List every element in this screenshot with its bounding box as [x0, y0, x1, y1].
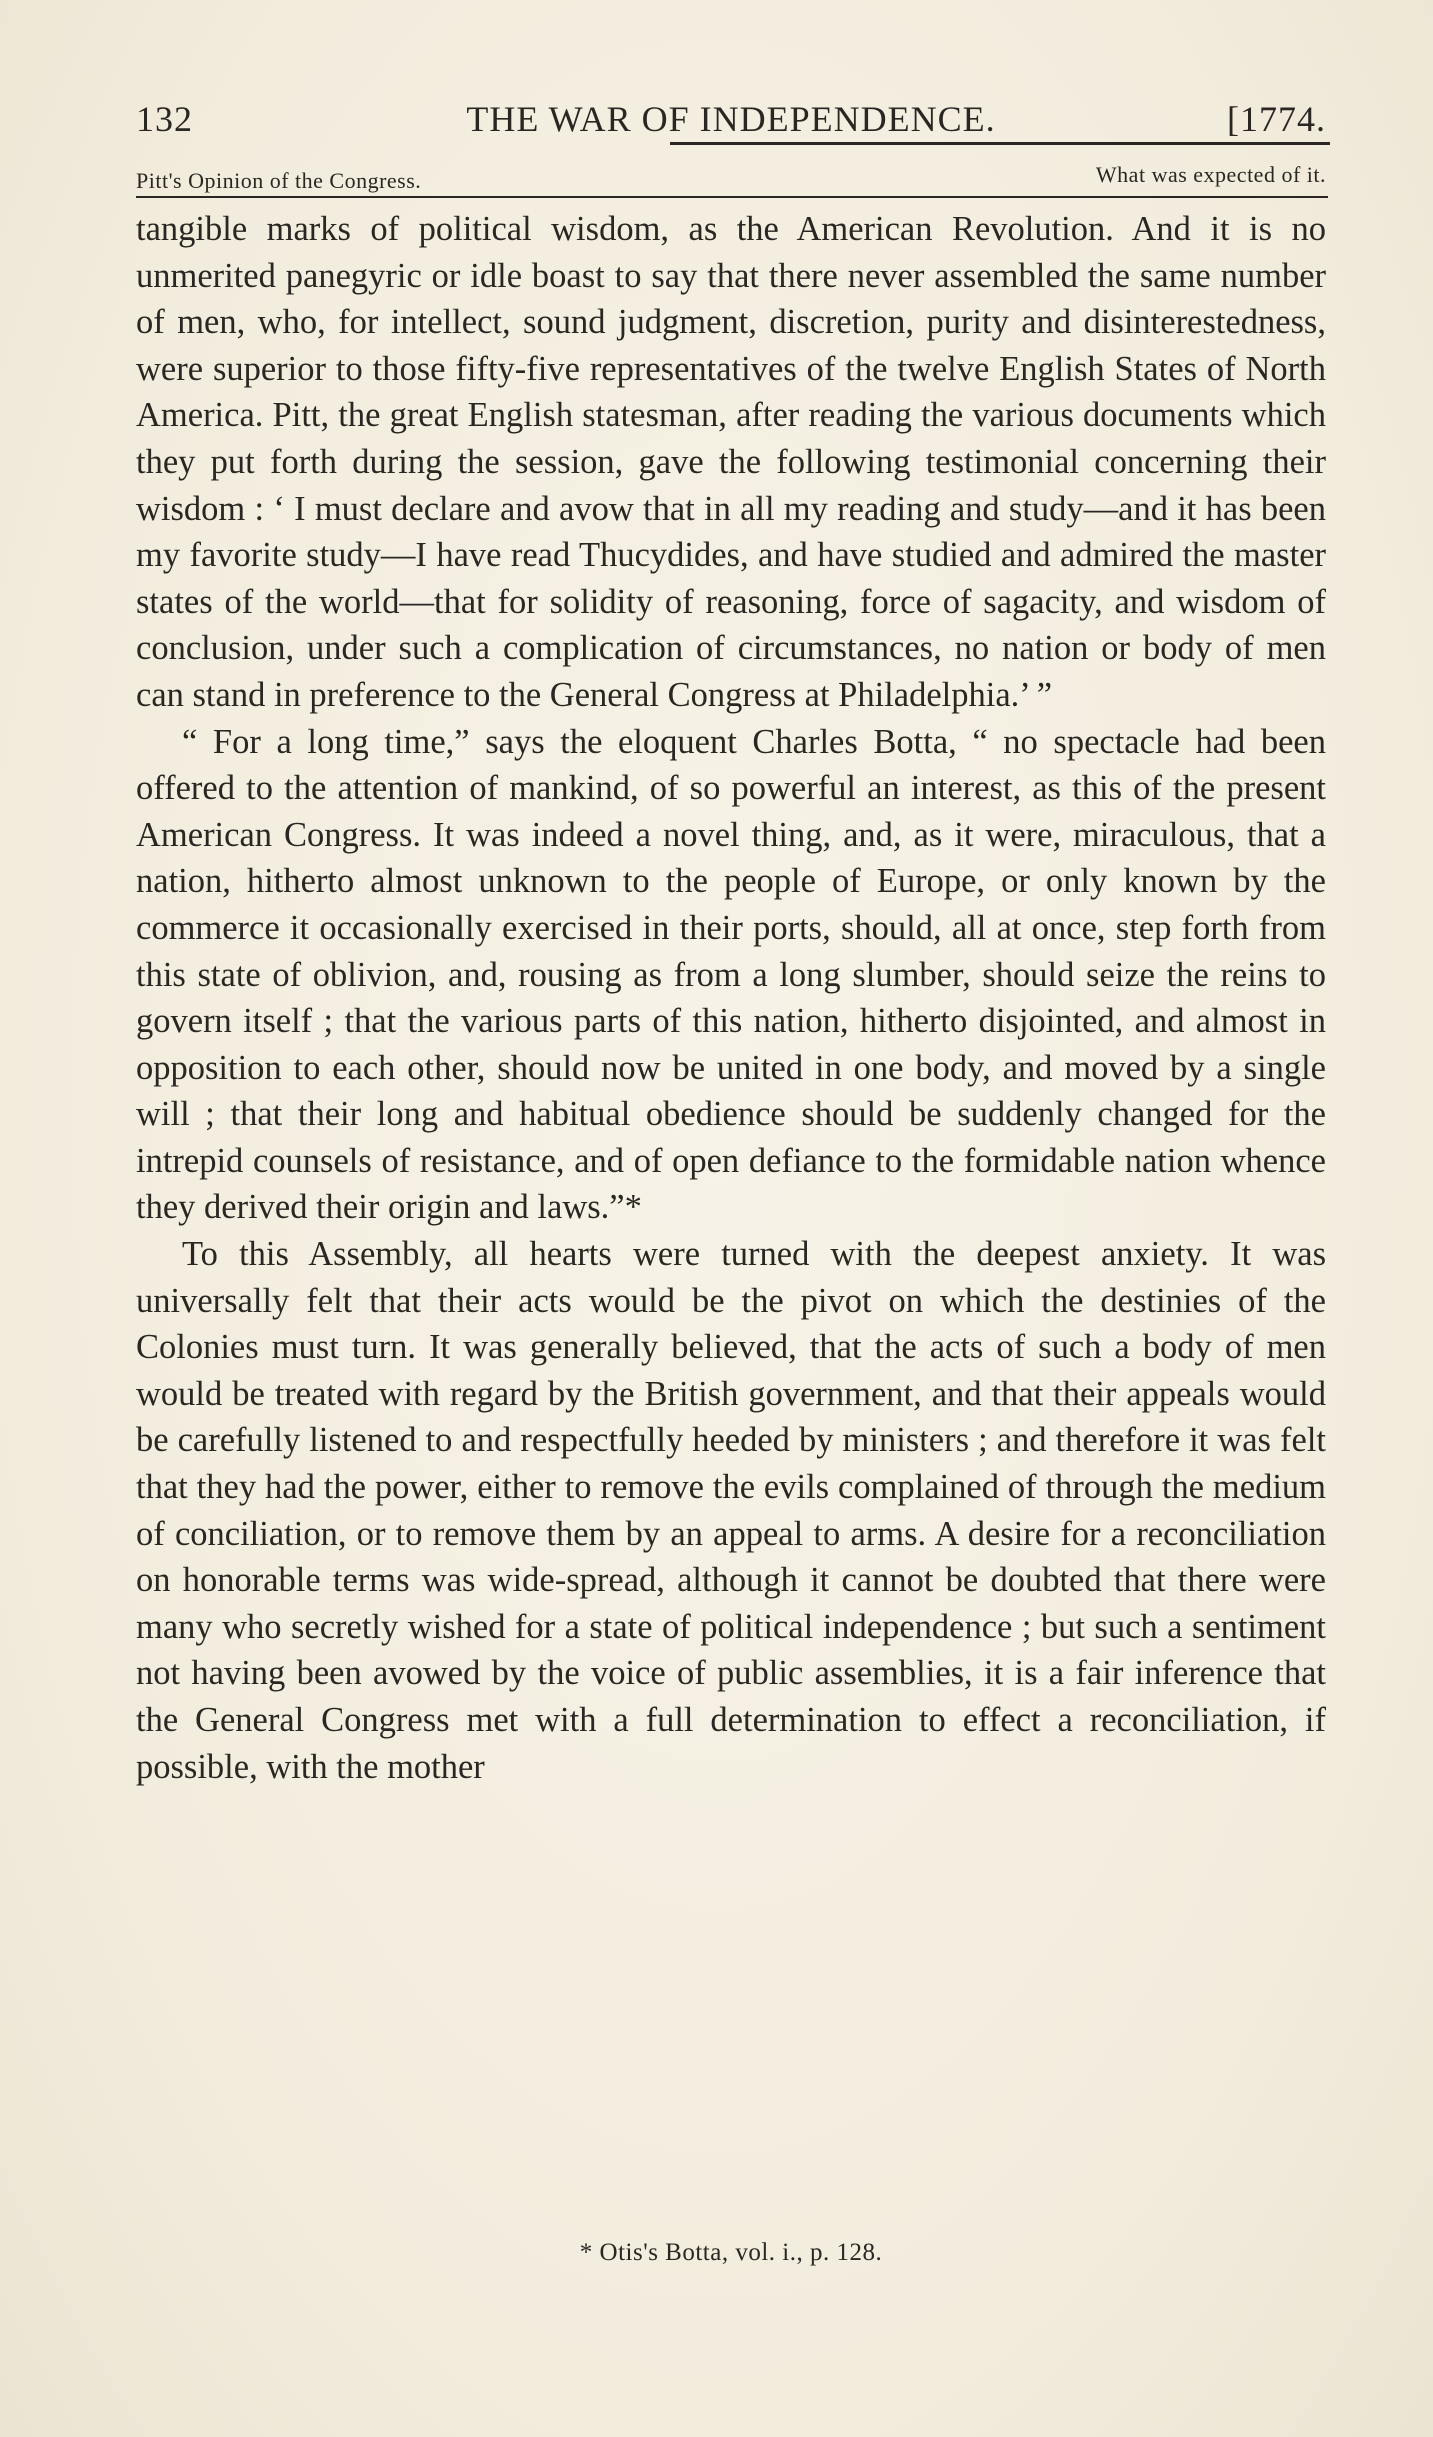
footnote: * Otis's Botta, vol. i., p. 128. — [579, 2239, 883, 2266]
book-title: THE WAR OF INDEPENDENCE. — [466, 99, 996, 139]
side-note-right: What was expected of it. — [1095, 162, 1326, 187]
header-rule-top — [670, 142, 1330, 145]
body-text — [136, 206, 1326, 1790]
header-rule-bottom — [136, 196, 1328, 198]
side-notes — [136, 160, 1326, 194]
year-marker: [1774. — [1227, 99, 1326, 139]
page-number: 132 — [136, 99, 193, 139]
side-note-left: Pitt's Opinion of the Congress. — [136, 168, 422, 193]
paragraph-2: “ For a long time,” says the eloquent Charles Botta, “ no spectacle had been offered to the attention of mankind, of so powerful an interest, as this of the present American Congress. It was indeed a novel thing, and, as it were, miraculous, that a nation, hitherto almost unknown to the people of Europe, or only known by the commerce it occasionally exercised in their ports, should, all at once, step forth from this state of oblivion, and, rousing as from a long slumber, should seize the reins to govern itself ; that the various parts of this nation, hitherto disjointed, and almost in opposition to each other, should now be united in one body, and moved by a single will ; that their long and habitual obedience should be suddenly changed for the intrepid counsels of resistance, and of open defiance to the formidable nation whence they derived their origin and laws.”* — [136, 722, 1326, 1227]
paragraph-3: To this Assembly, all hearts were turned with the deepest anxiety. It was universally felt that their acts would be the pivot on which the destinies of the Colonies must turn. It was generally believed, that the acts of such a body of men would be treated with regard by the British government, and that their appeals would be carefully listened to and respectfully heeded by ministers ; and therefore it was felt that they had the power, either to remove the evils complained of through the medium of conciliation, or to remove them by an appeal to arms. A desire for a reconciliation on honorable terms was wide-spread, although it cannot be doubted that there were many who secretly wished for a state of political independence ; but such a sentiment not having been avowed by the voice of public assemblies, it is a fair inference that the General Congress met with a full determination to effect a reconciliation, if possible, with the mother — [136, 1235, 1326, 1786]
running-head — [136, 94, 1326, 144]
paragraph-1: tangible marks of political wisdom, as the American Revolution. And it is no unmerited panegyric or idle boast to say that there never assembled the same number of men, who, for intellect, sound judgment, discretion, purity and disinterestedness, were superior to those fifty-five representatives of the twelve English States of North America. Pitt, the great English statesman, after reading the various documents which they put forth during the session, gave the following testimonial concerning their wisdom : ‘ I must declare and avow that in all my reading and study—and it has been my favorite study—I have read Thucydides, and have studied and admired the master states of the world—that for solidity of reasoning, force of sagacity, and wisdom of conclusion, under such a complication of circumstances, no nation or body of men can stand in preference to the General Congress at Philadelphia.’ ” — [136, 210, 1326, 714]
